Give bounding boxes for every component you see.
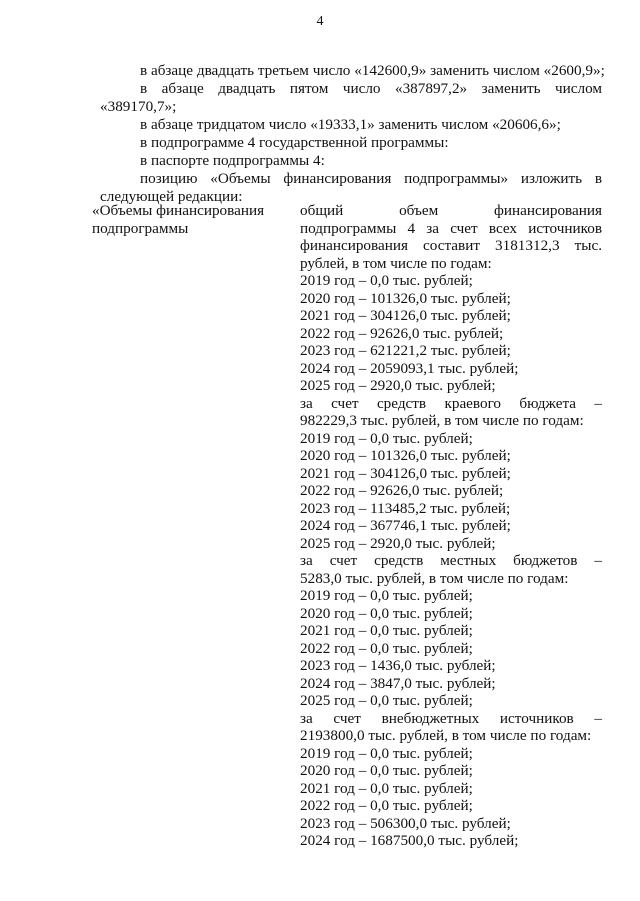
- funding-line: 2024 год – 3847,0 тыс. рублей;: [300, 674, 496, 692]
- funding-line: 2025 год – 2920,0 тыс. рублей;: [300, 377, 496, 394]
- funding-line: 2020 год – 0,0 тыс. рублей;: [300, 762, 473, 779]
- funding-line: 2023 год – 1436,0 тыс. рублей;: [300, 657, 496, 674]
- funding-line: 2021 год – 0,0 тыс. рублей;: [300, 779, 473, 797]
- funding-line: 982229,3 тыс. рублей, в том числе по годам:: [300, 412, 584, 429]
- paragraph-subprogram-4: в подпрограмме 4 государственной программы:: [140, 134, 449, 151]
- funding-line: 2020 год – 101326,0 тыс. рублей;: [300, 289, 511, 307]
- funding-line: 2025 год – 0,0 тыс. рублей;: [300, 692, 473, 709]
- paragraph-23rd: в абзаце двадцать третьем число «142600,9» заменить числом «2600,9»;: [140, 62, 605, 79]
- funding-line: 2024 год – 1687500,0 тыс. рублей;: [300, 832, 519, 849]
- paragraph-edition: следующей редакции:: [100, 188, 243, 205]
- funding-line: 5283,0 тыс. рублей, в том числе по годам:: [300, 569, 569, 587]
- funding-line: общий объем финансирования: [300, 202, 602, 219]
- paragraph-passport: в паспорте подпрограммы 4:: [140, 152, 325, 169]
- funding-line: за счет средств краевого бюджета –: [300, 394, 602, 412]
- funding-line: за счет средств местных бюджетов –: [300, 552, 602, 569]
- funding-line: 2019 год – 0,0 тыс. рублей;: [300, 429, 473, 447]
- funding-line: 2024 год – 367746,1 тыс. рублей;: [300, 517, 511, 534]
- funding-line: подпрограммы 4 за счет всех источников: [300, 219, 602, 237]
- funding-line: 2021 год – 0,0 тыс. рублей;: [300, 622, 473, 639]
- funding-line: 2021 год – 304126,0 тыс. рублей;: [300, 307, 511, 324]
- funding-line: 2023 год – 621221,2 тыс. рублей;: [300, 342, 511, 359]
- paragraph-25th-cont: «389170,7»;: [100, 98, 177, 115]
- table-label-cell: «Объемы финансирования подпрограммы: [92, 202, 265, 237]
- funding-line: 2019 год – 0,0 тыс. рублей;: [300, 744, 473, 762]
- funding-line: 2022 год – 0,0 тыс. рублей;: [300, 797, 473, 814]
- funding-line: 2193800,0 тыс. рублей, в том числе по годам:: [300, 727, 592, 744]
- funding-line: 2022 год – 92626,0 тыс. рублей;: [300, 324, 504, 342]
- funding-line: 2019 год – 0,0 тыс. рублей;: [300, 587, 473, 604]
- funding-line: 2025 год – 2920,0 тыс. рублей;: [300, 534, 496, 552]
- funding-line: 2023 год – 113485,2 тыс. рублей;: [300, 499, 511, 517]
- page-number: 4: [316, 14, 324, 29]
- funding-line: рублей, в том числе по годам:: [300, 254, 492, 272]
- funding-line: 2022 год – 0,0 тыс. рублей;: [300, 639, 473, 657]
- funding-line: 2020 год – 0,0 тыс. рублей;: [300, 604, 473, 622]
- funding-line: 2020 год – 101326,0 тыс. рублей;: [300, 447, 511, 464]
- funding-line: 2023 год – 506300,0 тыс. рублей;: [300, 814, 511, 832]
- funding-line: 2019 год – 0,0 тыс. рублей;: [300, 272, 473, 289]
- paragraph-25th: в абзаце двадцать пятом число «387897,2» заменить числом: [140, 80, 602, 97]
- funding-line: 2022 год – 92626,0 тыс. рублей;: [300, 482, 504, 499]
- paragraph-position: позицию «Объемы финансирования подпрограммы» изложить в: [140, 170, 602, 187]
- funding-line: 2021 год – 304126,0 тыс. рублей;: [300, 464, 511, 482]
- funding-details: [300, 202, 602, 850]
- funding-line: за счет внебюджетных источников –: [300, 709, 602, 727]
- funding-line: 2024 год – 2059093,1 тыс. рублей;: [300, 359, 519, 377]
- paragraph-30th: в абзаце тридцатом число «19333,1» заменить числом «20606,6»;: [140, 116, 561, 133]
- funding-line: финансирования составит 3181312,3 тыс.: [300, 237, 602, 254]
